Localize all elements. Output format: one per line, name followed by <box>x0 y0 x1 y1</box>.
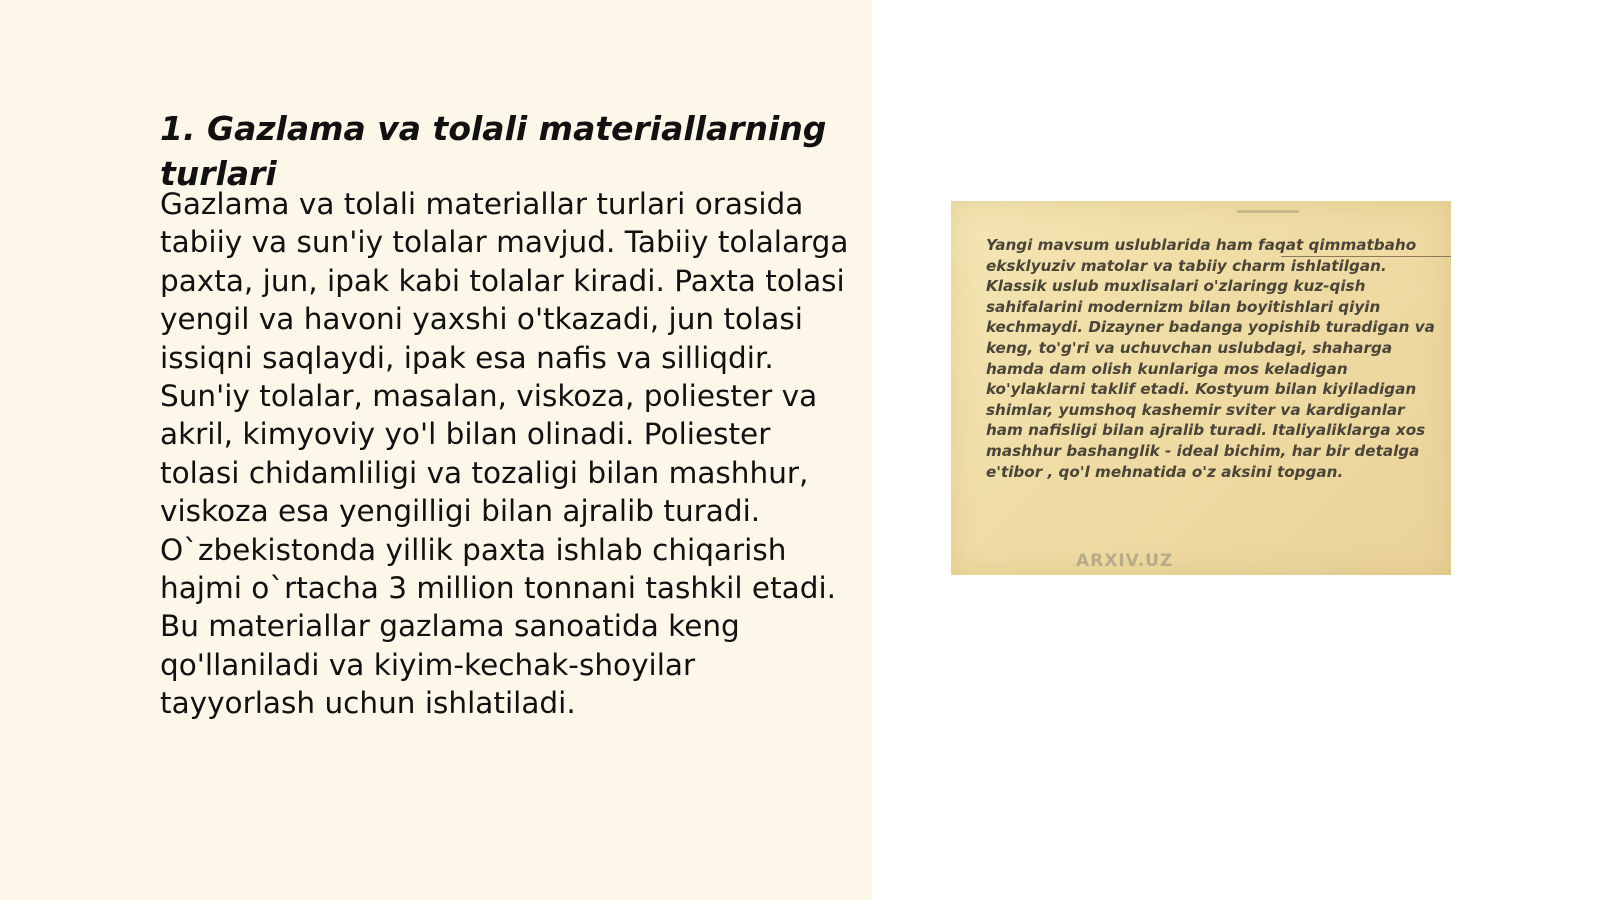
newspaper-clipping-image <box>951 201 1451 575</box>
slide-heading: 1. Gazlama va tolali materiallarning turlari <box>160 109 827 193</box>
clipping-top-rule <box>1237 210 1299 213</box>
clipping-text: Yangi mavsum uslublarida ham faqat qimmatbaho eksklyuziv matolar va tabiiy charm ishlatilgan. Klassik uslub muxlisalari o'zlaringg kuz-qish sahifalarini modernizm bilan boyitishlari qiyin kechmaydi. Dizayner badanga yopishib turadigan va keng, to'g'ri va uchuvchan uslubdagi, shaharga hamda dam olish kunlariga mos keladigan ko'ylaklarni taklif etadi. Kostyum bilan kiyiladigan shimlar, yumshoq kashemir sviter va kardiganlar ham nafisligi bilan ajralib turadi. Italiyaliklarga xos mashhur bashanglik - ideal bichim, har bir detalga e'tibor , qo'l mehnatida o'z aksini topgan. <box>986 236 1435 481</box>
clipping-watermark: ARXIV.UZ <box>1076 551 1174 571</box>
slide-body-text: Gazlama va tolali materiallar turlari orasida tabiiy va sun'iy tolalar mavjud. Tabiiy tolalarga paxta, jun, ipak kabi tolalar kiradi. Paxta tolasi yengil va havoni yaxshi o'tkazadi, jun tolasi issiqni saqlaydi, ipak esa nafis va silliqdir. Sun'iy tolalar, masalan, viskoza, poliester va akril, kimyoviy yo'l bilan olinadi. Poliester tolasi chidamliligi va tozaligi bilan mashhur, viskoza esa yengilligi bilan ajralib turadi. O`zbekistonda yillik paxta ishlab chiqarish hajmi o`rtacha 3 million tonnani tashkil etadi. Bu materiallar gazlama sanoatida keng qo'llaniladi va kiyim-kechak-shoyilar tayyorlash uchun ishlatiladi. <box>160 187 849 721</box>
